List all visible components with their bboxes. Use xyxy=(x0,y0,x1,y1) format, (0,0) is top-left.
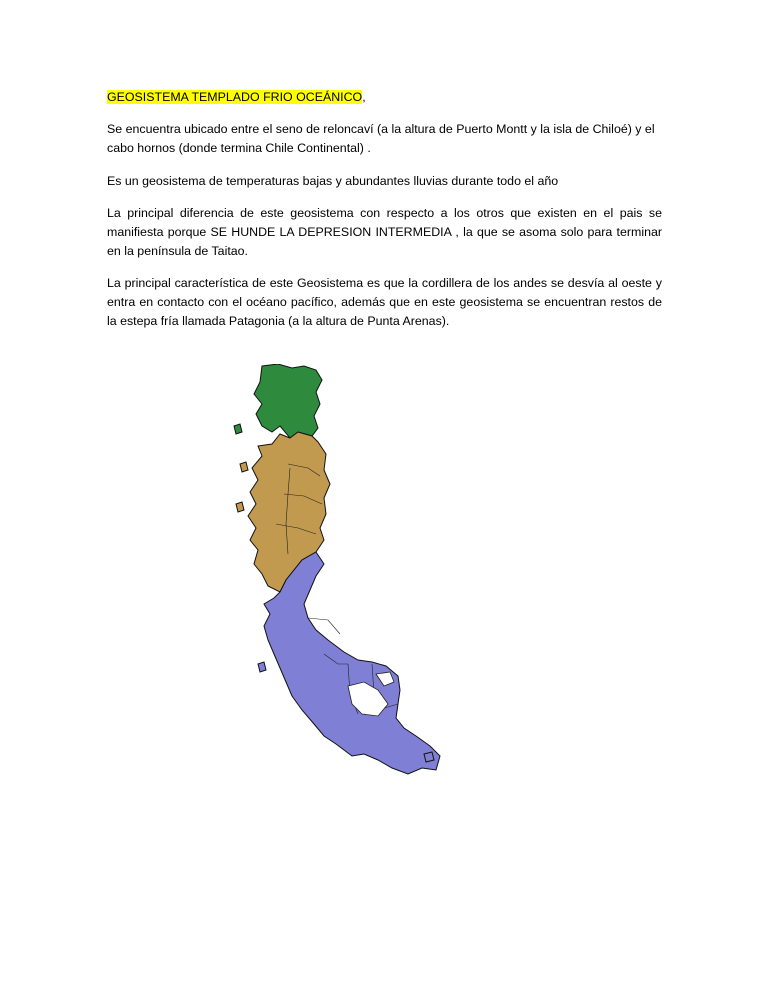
title-comma: , xyxy=(362,90,366,104)
paragraph-climate: Es un geosistema de temperaturas bajas y abundantes lluvias durante todo el año xyxy=(107,174,559,188)
paragraph-characteristic: La principal característica de este Geosistema es que la cordillera de los andes se desvía al oeste y entra en contacto con el océano pacífico, además que en este geosistema se encuentran restos de la estepa fría llamada Patagonia (a la altura de Punta Arenas). xyxy=(107,276,662,328)
region-magallanes xyxy=(264,552,440,774)
paragraph-difference: La principal diferencia de este geosistema con respecto a los otros que existen en el pais se manifiesta porque SE HUNDE LA DEPRESION INTERMEDIA , la que se asoma solo para terminar en la península de Taitao. xyxy=(107,206,662,258)
title-highlight: GEOSISTEMA TEMPLADO FRIO OCEÁNICO xyxy=(107,90,363,104)
region-los-lagos xyxy=(254,364,322,438)
document-title xyxy=(107,88,366,107)
southern-chile-map xyxy=(228,364,446,784)
paragraph-location: Se encuentra ubicado entre el seno de reloncaví (a la altura de Puerto Montt y la isla de Chiloé) y el cabo hornos (donde termina Chile Continental) . xyxy=(107,122,655,155)
